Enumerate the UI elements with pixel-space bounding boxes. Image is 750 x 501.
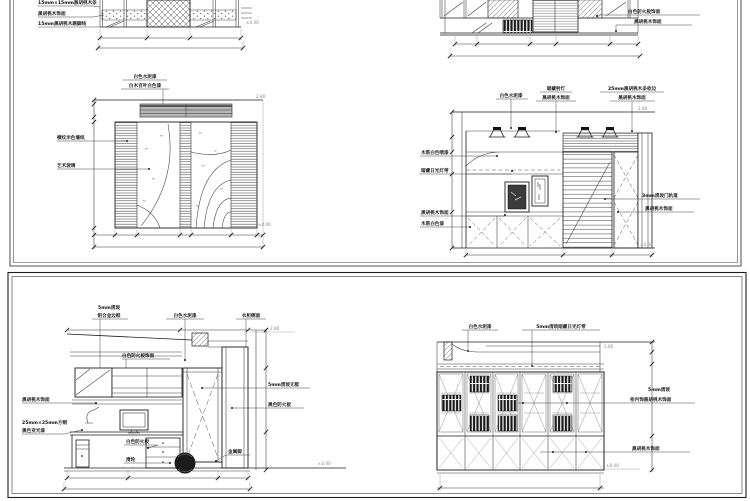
tr-elev-label-top-1: 白色水泥漆 xyxy=(499,94,523,99)
tr-level-top: 2.80 xyxy=(638,106,648,111)
tl-section-detail xyxy=(38,0,259,50)
bl-level-floor: ±0.00 xyxy=(318,461,331,466)
louver-bar xyxy=(140,104,232,117)
sliding-door xyxy=(563,152,612,248)
tl-section-label-2: 黑胡桃木饰面 xyxy=(38,12,66,17)
tr-elev-label-right-2: 黑胡桃木饰面 xyxy=(645,207,673,212)
wall-post-hatched xyxy=(444,342,452,360)
tl-elev-label-left-1: 横纹米色墙纸 xyxy=(57,136,85,141)
tl-level-top: 2.80 xyxy=(256,94,266,99)
caster-wheel xyxy=(175,453,196,474)
tl-elev-label-left-2: 艺术玻璃 xyxy=(57,164,76,169)
tr-elevation xyxy=(420,85,700,257)
open-shelves xyxy=(112,368,182,397)
bl-label-left-2b: 黑色亚光漆 xyxy=(22,429,45,434)
br-label-right-2: 黑胡桃木饰面 xyxy=(632,447,660,452)
cpu-tower xyxy=(76,440,89,467)
tl-level-floor: ±0.00 xyxy=(258,222,271,227)
bl-label-top-1b: 铝合金边框 xyxy=(97,314,121,319)
tr-elev-label-left-4: 木筋白色漆 xyxy=(421,222,444,227)
upper-glass-cabinet xyxy=(75,368,112,397)
walnut-block-section xyxy=(147,0,190,27)
bl-label-bot-2: 滑轮 xyxy=(126,458,136,463)
plaster-band-left xyxy=(102,10,147,20)
bookshelf-grid xyxy=(437,372,604,473)
louver-band xyxy=(563,133,638,152)
tl-elev-label-top-1: 白色水泥漆 xyxy=(133,75,157,80)
side-board xyxy=(638,133,652,248)
tr-level-floor: ±0.00 xyxy=(640,242,653,247)
br-level-top: 2.80 xyxy=(604,344,614,349)
bl-label-mid-1: 白色防火板饰面 xyxy=(122,354,155,359)
plaster-band-right xyxy=(190,10,236,20)
sheet-top xyxy=(10,0,741,266)
tall-glass-cabinet xyxy=(183,368,222,462)
br-label-right-1b: 柜内饰黑胡桃木饰面 xyxy=(630,398,672,403)
tl-elevation xyxy=(56,73,271,249)
br-label-top-2: 5mm清玻暗藏日光灯带 xyxy=(536,325,586,330)
computer-monitor xyxy=(120,410,148,433)
tr-elev-label-top-2a: 暗藏射灯 xyxy=(546,87,566,92)
tr-section-detail xyxy=(440,0,700,58)
tl-section-level: ±0.00 xyxy=(246,20,259,25)
bl-label-left-1: 黑胡桃木饰面 xyxy=(22,398,50,403)
bl-label-right-1: 5mm清玻无框 xyxy=(268,383,300,388)
bl-label-right-2: 黑色防火板 xyxy=(268,403,291,408)
tr-elev-label-top-3a: 25mm黑胡桃木条收边 xyxy=(607,87,657,92)
spotlight-icon xyxy=(489,127,506,137)
louver-column-middle xyxy=(180,122,191,228)
bl-label-bot-1: 白色防火板 xyxy=(126,440,149,445)
ceiling-beam xyxy=(192,333,208,346)
br-label-right-1a: 5mm清玻 xyxy=(648,388,670,393)
bl-label-left-2a: 25mm×25mm方钢 xyxy=(22,421,67,426)
picture-frame-2 xyxy=(532,176,548,206)
tl-elev-label-top-2: 白木百叶白色漆 xyxy=(128,84,162,89)
bl-label-top-1a: 5mm清玻 xyxy=(98,306,120,311)
sheet-bottom xyxy=(8,273,746,498)
bl-level-top: 2.80 xyxy=(270,326,280,331)
louver-column-right xyxy=(231,122,257,228)
tl-section-label-3: 15mm黑胡桃木踢脚线 xyxy=(38,22,87,27)
tr-elev-label-left-2: 暗藏日光灯带 xyxy=(421,169,449,174)
glass-panel-hatched-1 xyxy=(488,0,518,18)
bl-label-bot-3: 金属脚 xyxy=(228,450,242,455)
tr-elev-label-top-3b: 黑胡桃木饰面 xyxy=(618,96,646,101)
tr-section-label-1: 白色防火板饰面 xyxy=(628,10,661,15)
spotlight-icon xyxy=(514,127,531,137)
br-label-top-1: 白色水泥漆 xyxy=(468,325,492,330)
br-level-floor: ±0.00 xyxy=(606,463,619,468)
louver-column-left xyxy=(115,122,137,228)
tr-elev-label-left-3: 黑胡桃木饰面 xyxy=(421,211,449,216)
bl-label-top-3: 衣柜侧面 xyxy=(241,314,261,319)
book-stack-section xyxy=(503,20,532,33)
picture-frame-1 xyxy=(505,182,529,212)
tr-elev-label-top-2b: 黑胡桃木饰面 xyxy=(542,96,570,101)
tr-elev-label-left-1: 木筋白色喷漆 xyxy=(421,151,449,156)
tr-elev-label-right-1: 3mm清玻门轨道 xyxy=(642,194,678,199)
tr-section-label-2: 黑胡桃木饰面 xyxy=(634,20,662,25)
bl-label-top-2: 白色水泥漆 xyxy=(173,314,197,319)
hinged-door xyxy=(614,152,638,248)
tl-section-label-1: 15mm×15mm黑胡桃木条 xyxy=(38,1,97,6)
